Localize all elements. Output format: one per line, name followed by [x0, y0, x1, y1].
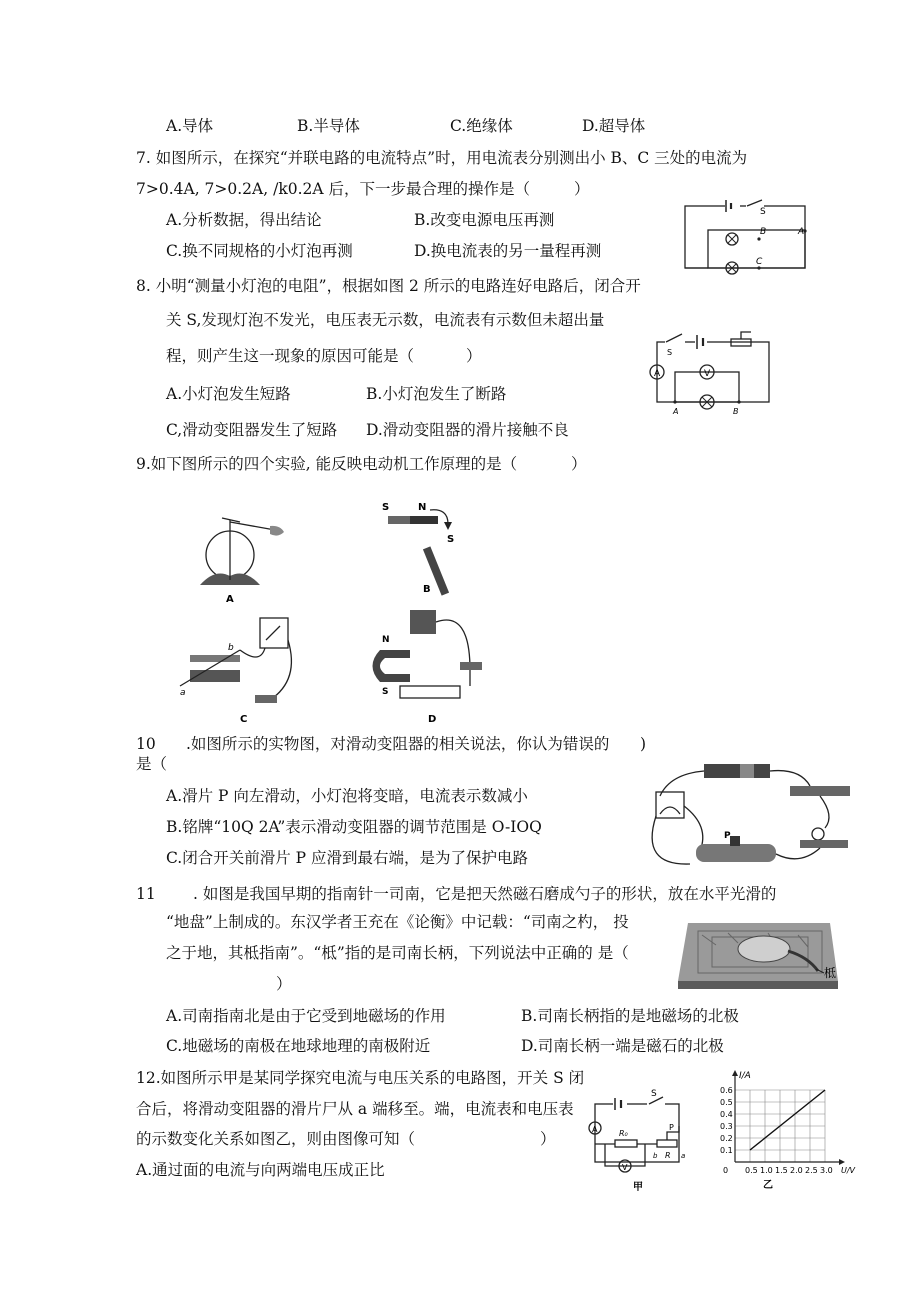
q10-number: 10	[136, 735, 156, 753]
chart-caption-yi: 乙	[763, 1180, 773, 1191]
y-tick-label: 0.1	[720, 1146, 733, 1155]
q11-stem-line4: ）	[276, 975, 292, 993]
x-tick-label: 0	[723, 1166, 729, 1175]
q11-sinan-compass-figure	[668, 915, 848, 993]
x-tick-label: 1.0	[760, 1166, 773, 1175]
q9-experiments-figure	[170, 490, 510, 725]
q8-stem-line1: 8. 小明“测量小灯泡的电阻”，根据如图 2 所示的电路连好电路后，闭合开	[136, 277, 641, 295]
q8-point-a-label: A	[673, 407, 679, 416]
x-axis-arrow	[839, 1159, 845, 1165]
q10-stem-line2: 是（	[136, 755, 168, 773]
q7-point-c-label: C	[756, 257, 763, 267]
q7-option-d: D.换电流表的另一量程再测	[414, 242, 602, 260]
q8-close-paren: ）	[466, 347, 482, 365]
y-tick-label: 0.3	[720, 1122, 733, 1131]
y-tick-label: 0.2	[720, 1134, 733, 1143]
y-tick-label: 0.6	[720, 1086, 733, 1095]
q12-option-a: A.通过面的电流与向两端电压成正比	[136, 1161, 385, 1179]
q9-close-paren: ）	[571, 455, 587, 473]
q7-stem-line2: 7>0.4A, 7>0.2A, /k0.2A 后，下一步最合理的操作是（	[136, 180, 530, 198]
q12-stem-line3: 的示数变化关系如图乙，则由图像可知（	[136, 1130, 416, 1148]
q12-circuit-figure-jia	[585, 1090, 695, 1192]
q10-option-a: A.滑片 P 向左滑动，小灯泡将变暗，电流表示数减小	[166, 787, 528, 805]
q8-ammeter-label: A	[654, 369, 661, 379]
q7-option-a: A.分析数据，得出结论	[166, 211, 322, 229]
q12-caption-jia: 甲	[633, 1182, 643, 1193]
q7-option-b: B.改变电源电压再测	[414, 211, 555, 229]
q12-slider-label: P	[669, 1123, 674, 1132]
x-tick-label: 2.5	[805, 1166, 818, 1175]
y-axis-label: I/A	[739, 1071, 751, 1081]
x-tick-label: 0.5	[745, 1166, 758, 1175]
q12-switch-label: S	[651, 1089, 657, 1099]
q12-a-end-label: a	[681, 1152, 686, 1160]
q9-label-d: D	[428, 714, 437, 725]
q9-label-a-wire: a	[180, 688, 186, 698]
q11-stem-line1: . 如图是我国早期的指南针一司南，它是把天然磁石磨成勺子的形状，放在水平光滑的	[193, 885, 777, 903]
q12-iu-graph-yi	[715, 1070, 865, 1195]
q11-spoon-icon	[738, 936, 790, 962]
q6-option-a: A.导体	[166, 117, 214, 135]
q9-stem: 9.如下图所示的四个实验, 能反映电动机工作原理的是（	[136, 455, 518, 473]
q8-option-c: C,滑动变阻器发生了短路	[166, 421, 338, 439]
q7-point-a-label: A	[798, 227, 805, 237]
q9-experiment-a	[200, 518, 284, 605]
q9-label-s-needle: S	[447, 534, 455, 545]
q12-ammeter-label: A	[592, 1125, 598, 1134]
y-tick-label: 0.4	[720, 1110, 733, 1119]
y-tick-label: 0.5	[720, 1098, 733, 1107]
q8-option-a: A.小灯泡发生短路	[166, 385, 291, 403]
q11-number: 11	[136, 885, 156, 903]
q11-handle-label: 柢	[824, 966, 837, 980]
q9-label-n-magnet: N	[382, 635, 390, 645]
q8-circuit-figure	[645, 328, 775, 418]
q8-point-b-label: B	[733, 407, 739, 416]
q10-real-circuit-figure	[640, 756, 855, 876]
q9-experiment-c	[180, 618, 291, 725]
q8-option-d: D.滑动变阻器的滑片接触不良	[366, 421, 569, 439]
q11-option-c: C.地磁场的南极在地球地理的南极附近	[166, 1037, 431, 1055]
q11-option-a: A.司南指南北是由于它受到地磁场的作用	[166, 1007, 446, 1025]
q7-option-c: C.换不同规格的小灯泡再测	[166, 242, 353, 260]
q12-stem-line1: 12.如图所示甲是某同学探究电流与电压关系的电路图，开关 S 闭	[136, 1069, 585, 1087]
q6-option-d: D.超导体	[582, 117, 646, 135]
x-tick-label: 3.0	[820, 1166, 833, 1175]
q8-switch-label: S	[667, 348, 673, 357]
q9-label-b-wire: b	[228, 643, 234, 653]
q11-option-b: B.司南长柄指的是地磁场的北极	[521, 1007, 739, 1025]
q6-option-c: C.绝缘体	[450, 117, 513, 135]
q12-close-paren: ）	[540, 1130, 556, 1148]
q10-close-paren: )	[640, 735, 647, 753]
q7-switch-label: S	[760, 207, 766, 217]
y-axis-arrow	[732, 1070, 738, 1076]
q10-slider-label: P	[724, 831, 731, 841]
q8-voltmeter-label: V	[704, 369, 711, 379]
q9-label-c: C	[240, 714, 248, 725]
series-line-i-u	[750, 1090, 825, 1150]
q10-option-c: C.闭合开关前滑片 P 应滑到最右端，是为了保护电路	[166, 849, 529, 867]
q7-parallel-circuit-figure	[680, 198, 810, 273]
q10-option-b: B.铭牌“10Q 2A”表示滑动变阻器的调节范围是 O-IOQ	[166, 818, 542, 836]
q9-label-s-magnet: S	[382, 687, 389, 697]
x-tick-label: 2.0	[790, 1166, 803, 1175]
q9-experiment-d	[373, 610, 483, 725]
q9-label-b: B	[423, 584, 431, 595]
q10-stem-line1: .如图所示的实物图，对滑动变阻器的相关说法，你认为错误的	[186, 735, 610, 753]
q11-stem-line3: 之于地，其柢指南”。“柢”指的是司南长柄，下列说法中正确的 是（	[166, 944, 629, 962]
q12-b-end-label: b	[653, 1152, 658, 1160]
q7-stem-line1: 7. 如图所示，在探究“并联电路的电流特点”时，用电流表分别测出小 B、C 三处的电流为	[136, 149, 748, 167]
q11-option-d: D.司南长柄一端是磁石的北极	[521, 1037, 724, 1055]
q7-close-paren: ）	[574, 180, 590, 198]
q12-rheostat	[657, 1140, 677, 1147]
x-tick-label: 1.5	[775, 1166, 788, 1175]
q10-bulb-icon	[812, 828, 824, 840]
q12-voltmeter-label: V	[622, 1163, 628, 1172]
q11-stem-line2: “地盘”上制成的。东汉学者王充在《论衡》中记载：“司南之杓， 投	[166, 913, 629, 931]
q8-stem-line2: 关 S,发现灯泡不发光，电压表无示数，电流表有示数但未超出量	[166, 311, 605, 329]
q12-r0-label: R₀	[619, 1129, 628, 1138]
q8-option-b: B.小灯泡发生了断路	[366, 385, 507, 403]
q9-label-a: A	[226, 594, 234, 605]
q9-experiment-b	[382, 502, 454, 596]
q6-option-b: B.半导体	[297, 117, 360, 135]
q12-r-label: R	[665, 1151, 671, 1160]
q9-label-s-bar: S	[382, 502, 390, 513]
q12-resistor-r0	[615, 1140, 637, 1147]
q8-stem-line3: 程，则产生这一现象的原因可能是（	[166, 347, 415, 365]
q9-label-n-bar: N	[418, 502, 427, 513]
x-axis-label: U/V	[841, 1166, 856, 1175]
q12-stem-line2: 合后，将滑动变阻器的滑片尸从 a 端移至。端，电流表和电压表	[136, 1100, 574, 1118]
q7-point-b-label: B	[760, 227, 767, 237]
